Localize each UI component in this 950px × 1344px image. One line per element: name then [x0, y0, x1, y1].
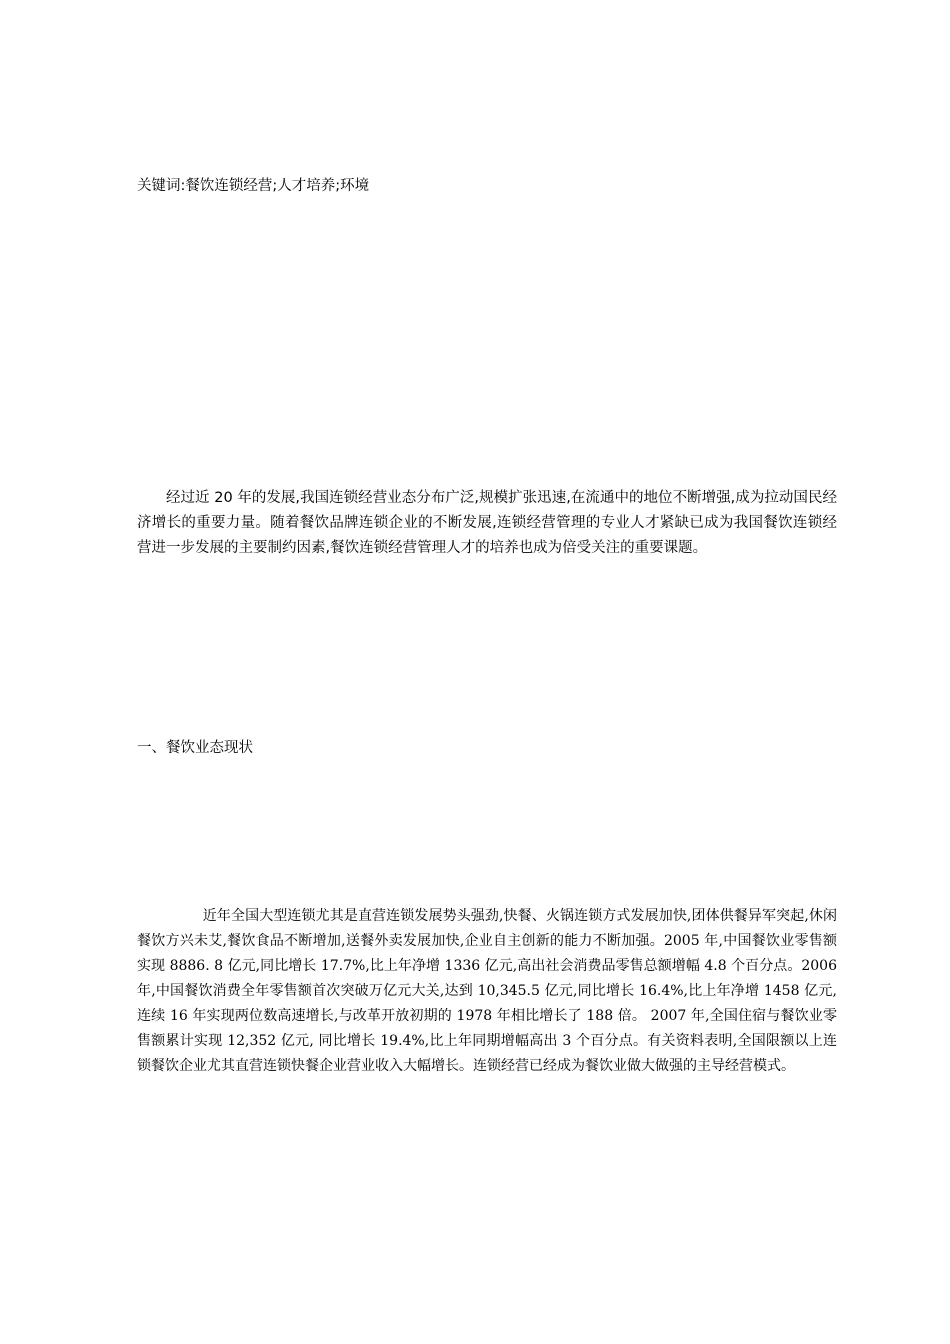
intro-paragraph: 经过近 20 年的发展,我国连锁经营业态分布广泛,规模扩张迅速,在流通中的地位不断增强,成为拉动国民经济增长的重要力量。随着餐饮品牌连锁企业的不断发展,连锁经营管理的专业人才紧缺已成为我国餐饮连锁经营进一步发展的主要制约因素,餐饮连锁经营管理人才的培养也成为倍受关注的重要课题。 [137, 490, 837, 556]
keywords-line: 关键词:餐饮连锁经营;人才培养;环境 [137, 178, 370, 194]
section-paragraph: 近年全国大型连锁尤其是直营连锁发展势头强劲,快餐、火锅连锁方式发展加快,团体供餐异军突起,休闲餐饮方兴未艾,餐饮食品不断增加,送餐外卖发展加快,企业自主创新的能力不断加强。2005 年,中国餐饮业零售额实现 8886. 8 亿元,同比增长 17.7%,比上年净增 1336 亿元,高出社会消费品零售总额增幅 4.8 个百分点。2006 年,中国餐饮消费全年零售额首次突破万亿元大关,达到 10,345.5 亿元,同比增长 16.4%,比上年净增 1458 亿元,连续 16 年实现两位数高速增长,与改革开放初期的 1978 年相比增长了 188 倍。 2007 年,全国住宿与餐饮业零售额累计实现 12,352 亿元, 同比增长 19.4%,比上年同期增幅高出 3 个百分点。有关资料表明,全国限额以上连锁餐饮企业尤其直营连锁快餐企业营业收入大幅增长。连锁经营已经成为餐饮业做大做强的主导经营模式。 [137, 908, 837, 1074]
section-heading: 一、餐饮业态现状 [137, 740, 253, 756]
